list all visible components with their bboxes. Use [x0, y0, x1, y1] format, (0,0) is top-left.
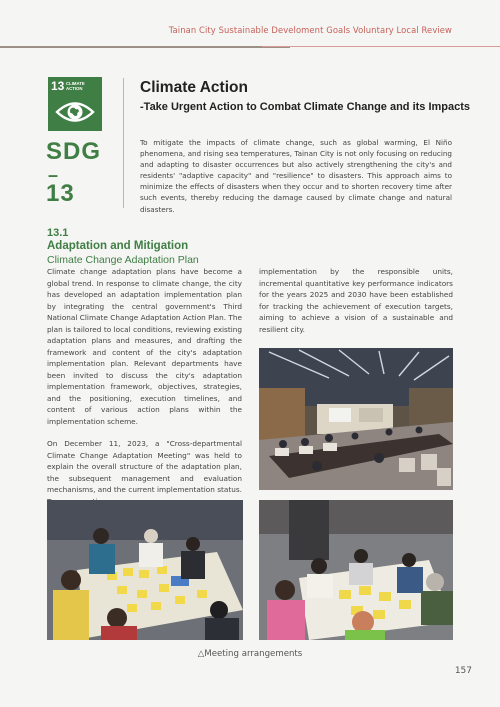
photo-caption: △Meeting arrangements [197, 649, 303, 659]
sdg-dash: – [48, 165, 59, 185]
badge-label: CLIMATE ACTION [66, 81, 85, 91]
body-paragraph: Climate change adaptation plans have become a global trend. In response to climate change, the city has developed an adaptation implementation plan by integrating the central government's Third National Climate Change Adaptation Action Plan. The plan is tailored to local conditions, reviewing existing adaptation plans and measures, and drafting the framework and content of the city's adaptation implementation plan. Relevant departments have been invited to discuss the city's adaptation implementation framework, objectives, strategies, and the positioning, execution timelines, and content of various action plans within the implementation scheme. [47, 267, 242, 426]
meeting-photo-workshop-left [47, 500, 243, 640]
meeting-photo-conference-room [259, 348, 453, 490]
section-subtitle: Climate Change Adaptation Plan [47, 254, 199, 266]
intro-paragraph: To mitigate the impacts of climate change, such as global warming, El Niño phenomena, and rising sea temperatures, Tainan City is not only focusing on reducing and adapting to disaster occurrences but also actively strengthening the city's and residents' "adaptive capacity" and "resilience" to disasters. This approach aims to minimize the effects of disasters when they occur and to shorten recovery time after such events, thereby reducing the damage caused by climate change and natural disasters. [140, 138, 452, 214]
sdg-label: SDG [46, 138, 102, 165]
vertical-divider [123, 78, 124, 208]
page-number: 157 [454, 666, 472, 676]
page-subtitle: -Take Urgent Action to Combat Climate Change and its Impacts [140, 101, 471, 113]
page-title: Climate Action [140, 79, 248, 96]
header-rule-dark [0, 46, 290, 48]
header-rule-red [262, 46, 500, 47]
body-paragraph: On December 11, 2023, a "Cross-departmental Climate Change Adaptation Meeting" was held to explain the overall structure of the adaptation plan, the subsequent management and evaluation mechanisms, and the current implementation status. [47, 439, 242, 494]
body-paragraph: implementation by the responsible units, incremental quantitative key performance indicators for the years 2025 and 2030 have been established for tracking the achievement of execution targets, aiming to achieve a vision of a sustainable and resilient city. [259, 267, 453, 334]
sdg-13-badge [48, 77, 102, 131]
sdg-number: 13 [46, 180, 75, 207]
badge-number: 13 [51, 79, 65, 93]
meeting-photo-workshop-right [259, 500, 453, 640]
section-number: 13.1 [47, 227, 69, 239]
eye-earth-icon [48, 77, 102, 131]
section-title: Adaptation and Mitigation [47, 240, 189, 252]
running-header: Tainan City Sustainable Develoment Goals Voluntary Local Review [168, 25, 452, 35]
body-column-right [259, 266, 453, 335]
body-column-left [47, 266, 242, 518]
